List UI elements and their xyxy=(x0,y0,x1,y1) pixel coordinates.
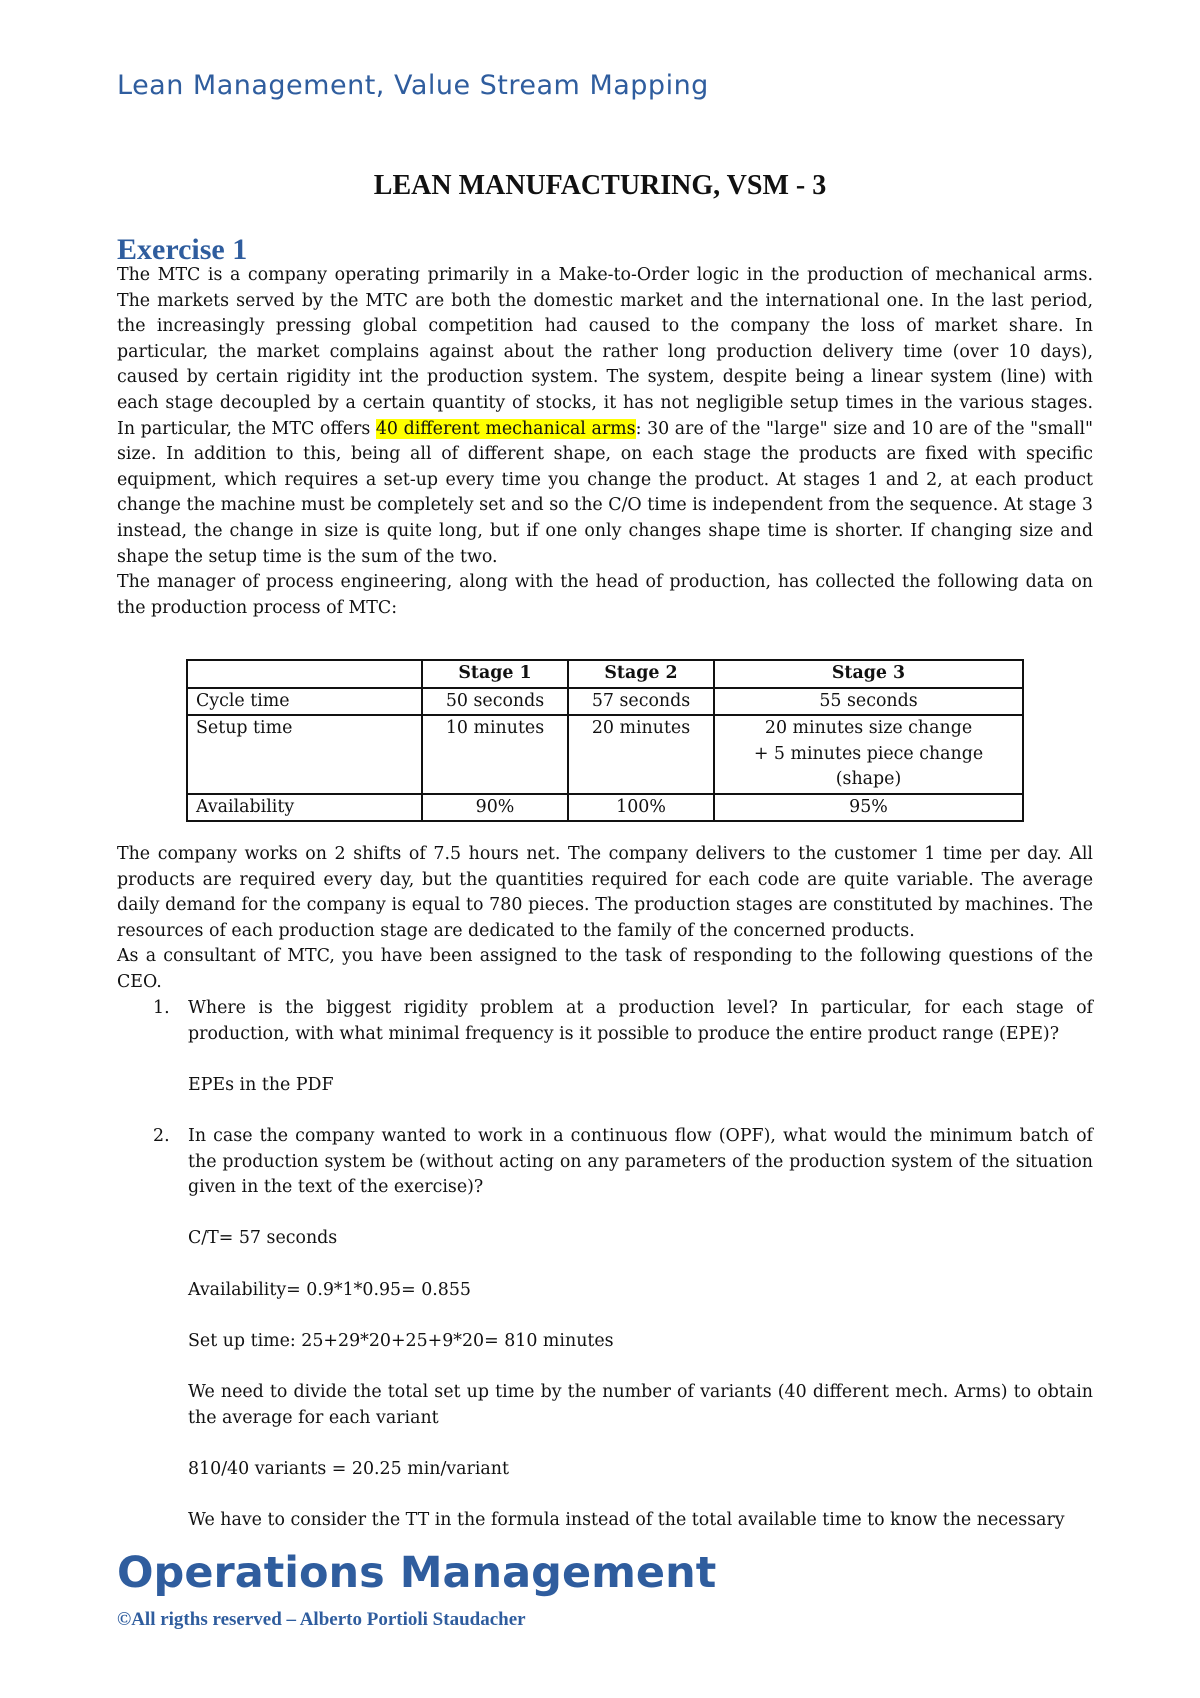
list-number: 2. xyxy=(153,1125,170,1146)
answer-text: 810/40 variants = 20.25 min/variant xyxy=(188,1458,509,1479)
context-paragraph-2: As a consultant of MTC, you have been assigned to the task of responding to the following questions of the CEO. xyxy=(117,946,1093,992)
table-cell: 20 minutes size change + 5 minutes piece change (shape) xyxy=(714,715,1023,794)
question-list xyxy=(117,996,1093,1533)
table-header-cell xyxy=(187,660,422,688)
intro-paragraph-1: The MTC is a company operating primarily in a Make-to-Order logic in the production of mechanical arms. The markets served by the MTC are both the domestic market and the international one. In the last period, the increasingly pressing global competition had caused to the company the loss of market share. In particular, the market complains against about the rather long production delivery time (over 10 days), caused by certain rigidity int the production system. The system, despite being a linear system (line) with each stage decoupled by a certain quantity of stocks, it has not negligible setup times in the various stages. In particular, the MTC offers 40 different mechanical arms: 30 are of the "large" size and 10 are of the "small" size. In addition to this, being all of different shape, on each stage the products are fixed with specific equipment, which requires a set-up every time you change the product. At stages 1 and 2, at each product change the machine must be completely set and so the C/O time is independent from the sequence. At stage 3 instead, the change in size is quite long, but if one only changes shape time is shorter. If changing size and shape the setup time is the sum of the two. xyxy=(117,265,1094,567)
table-header-cell: Stage 1 xyxy=(422,660,568,688)
context-paragraph-1: The company works on 2 shifts of 7.5 hours net. The company delivers to the customer 1 time per day. All products are required every day, but the quantities required for each code are quite variable. The average daily demand for the company is equal to 780 pieces. The production stages are constituted by machines. The resources of each production stage are dedicated to the family of the concerned products. xyxy=(117,844,1093,941)
list-item xyxy=(117,996,1093,1124)
footer-title: Operations Management xyxy=(117,1548,717,1598)
row-label: Availability xyxy=(187,794,422,822)
table-cell: 100% xyxy=(568,794,714,822)
row-label: Setup time xyxy=(187,715,422,794)
list-item xyxy=(117,1124,1093,1534)
table-cell: 10 minutes xyxy=(422,715,568,794)
table-row xyxy=(187,688,1023,716)
table-cell: 55 seconds xyxy=(714,688,1023,716)
context-text xyxy=(117,842,1093,996)
answer-text: We need to divide the total set up time by the number of variants (40 different mech. Arms) to obtain the average for each variant xyxy=(188,1381,1093,1428)
answer-text: C/T= 57 seconds xyxy=(188,1228,338,1249)
intro-text xyxy=(117,263,1093,621)
answer-text: EPEs in the PDF xyxy=(188,1074,334,1095)
answer-text: We have to consider the TT in the formula instead of the total available time to know the necessary xyxy=(188,1509,1065,1530)
row-label: Cycle time xyxy=(187,688,422,716)
table-row xyxy=(187,794,1023,822)
table-cell: 90% xyxy=(422,794,568,822)
table-cell: 50 seconds xyxy=(422,688,568,716)
stage-data-table xyxy=(186,659,1024,822)
intro-paragraph-2: The manager of process engineering, along with the head of production, has collected the following data on the production process of MTC: xyxy=(117,572,1093,618)
page-header: Lean Management, Value Stream Mapping xyxy=(117,70,709,101)
question-text: Where is the biggest rigidity problem at a production level? In particular, for each stage of production, with what minimal frequency is it possible to produce the entire product range (EPE)? xyxy=(188,998,1093,1044)
highlighted-text: 40 different mechanical arms xyxy=(375,418,636,439)
table-header-cell: Stage 2 xyxy=(568,660,714,688)
table-row xyxy=(187,715,1023,794)
table-cell: 95% xyxy=(714,794,1023,822)
list-number: 1. xyxy=(153,998,170,1018)
question-text: In case the company wanted to work in a continuous flow (OPF), what would the minimum batch of the production system be (without acting on any parameters of the production system of the situation given in the text of the exercise)? xyxy=(188,1125,1093,1198)
footer-copyright: ©All rigths reserved – Alberto Portioli Staudacher xyxy=(117,1609,526,1630)
table-header-row xyxy=(187,660,1023,688)
document-title: LEAN MANUFACTURING, VSM - 3 xyxy=(373,170,827,201)
exercise-heading: Exercise 1 xyxy=(117,233,248,266)
table-cell: 20 minutes xyxy=(568,715,714,794)
table-cell: 57 seconds xyxy=(568,688,714,716)
answer-text: Set up time: 25+29*20+25+9*20= 810 minutes xyxy=(188,1330,614,1351)
answer-text: Availability= 0.9*1*0.95= 0.855 xyxy=(188,1279,471,1300)
table-header-cell: Stage 3 xyxy=(714,660,1023,688)
